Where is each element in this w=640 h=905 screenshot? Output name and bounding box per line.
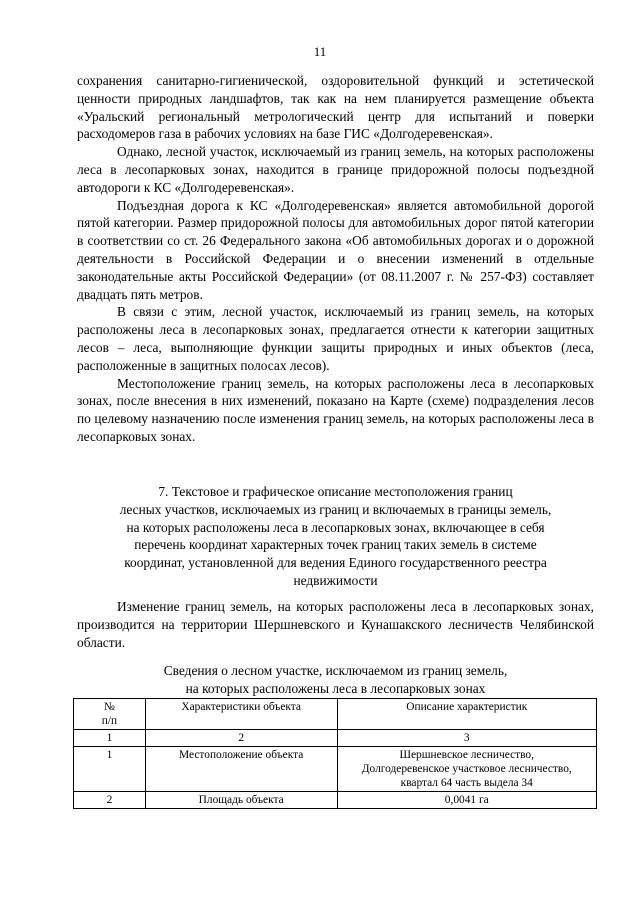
- paragraph-3: Подъездная дорога к КС «Долгодеревенская» является автомобильной дорогой пятой категории. Размер придорожной полосы для автомобильных дорог пятой категории в соответствии со ст. 26 Федерального закона «Об автомобильных дорогах и о дорожной деятельности в Российской Федерации и о внесении изменений в отдельные законодательные акты Российской Федерации» (от 08.11.2007 г. № 257-ФЗ) составляет двадцать пять метров.: [77, 197, 594, 302]
- row-number: 2: [74, 792, 146, 809]
- table-header-row: [74, 699, 597, 730]
- table-caption: [77, 662, 594, 698]
- section-heading: [77, 483, 594, 590]
- row-characteristic: Местоположение объекта: [145, 747, 337, 792]
- table-caption-line: Сведения о лесном участке, исключаемом из границ земель,: [163, 663, 508, 678]
- section-heading-line: 7. Текстовое и графическое описание местоположения границ: [158, 484, 513, 499]
- body-text: [77, 72, 594, 446]
- intro-paragraph: Изменение границ земель, на которых расположены леса в лесопарковых зонах, производится на территории Шершневского и Кунашакского лесничеств Челябинской области.: [77, 599, 594, 650]
- page-number: 11: [313, 44, 327, 59]
- row-number: 1: [74, 747, 146, 792]
- header-number: № п/п: [74, 699, 146, 730]
- row-description: 0,0041 га: [337, 792, 597, 809]
- table-numbering-row: [74, 730, 597, 747]
- section-heading-line: лесных участков, исключаемых из границ и включаемых в границы земель,: [119, 501, 552, 517]
- table-row: [74, 747, 597, 792]
- header-description: Описание характеристик: [337, 699, 597, 730]
- paragraph-2: Однако, лесной участок, исключаемый из границ земель, на которых расположены леса в лесопарковых зонах, находится в границе придорожной полосы подъездной автодороги к КС «Долгодеревенская».: [77, 144, 594, 195]
- column-number: 2: [145, 730, 337, 747]
- header-characteristic: Характеристики объекта: [145, 699, 337, 730]
- paragraph-4: В связи с этим, лесной участок, исключаемый из границ земель, на которых расположены леса в лесопарковых зонах, предлагается отнести к категории защитных лесов – леса, выполняющие функции защиты природных и иных объектов (леса, расположенные в защитных полосах лесов).: [77, 304, 594, 373]
- section-heading-line: недвижимости: [293, 572, 378, 588]
- section-heading-line: на которых расположены леса в лесопарковых зонах, включающее в себя: [126, 519, 545, 535]
- paragraph-5: Местоположение границ земель, на которых расположены леса в лесопарковых зонах, после внесения в них изменений, показано на Карте (схеме) подразделения лесов по целевому назначению после изменения границ земель, на которых расположены леса в лесопарковых зонах.: [77, 375, 594, 444]
- row-description: Шершневское лесничество, Долгодеревенское участковое лесничество, квартал 64 часть выдела 34: [337, 747, 597, 792]
- forest-plot-table: [73, 698, 597, 809]
- column-number: 1: [74, 730, 146, 747]
- paragraph-1: сохранения санитарно-гигиенической, оздоровительной функций и эстетической ценности природных ландшафтов, так как на нем планируется размещение объекта «Уральский региональный метрологический центр для испытаний и поверки расходомеров газа в рабочих условиях на базе ГИС «Долгодеревенская».: [77, 73, 594, 142]
- row-characteristic: Площадь объекта: [145, 792, 337, 809]
- section-heading-line: координат, установленной для ведения Единого государственного реестра: [124, 555, 547, 571]
- table-caption-line: на которых расположены леса в лесопарковых зонах: [185, 680, 486, 696]
- column-number: 3: [337, 730, 597, 747]
- section-heading-line: перечень координат характерных точек границ таких земель в системе: [134, 537, 537, 553]
- table-row: [74, 792, 597, 809]
